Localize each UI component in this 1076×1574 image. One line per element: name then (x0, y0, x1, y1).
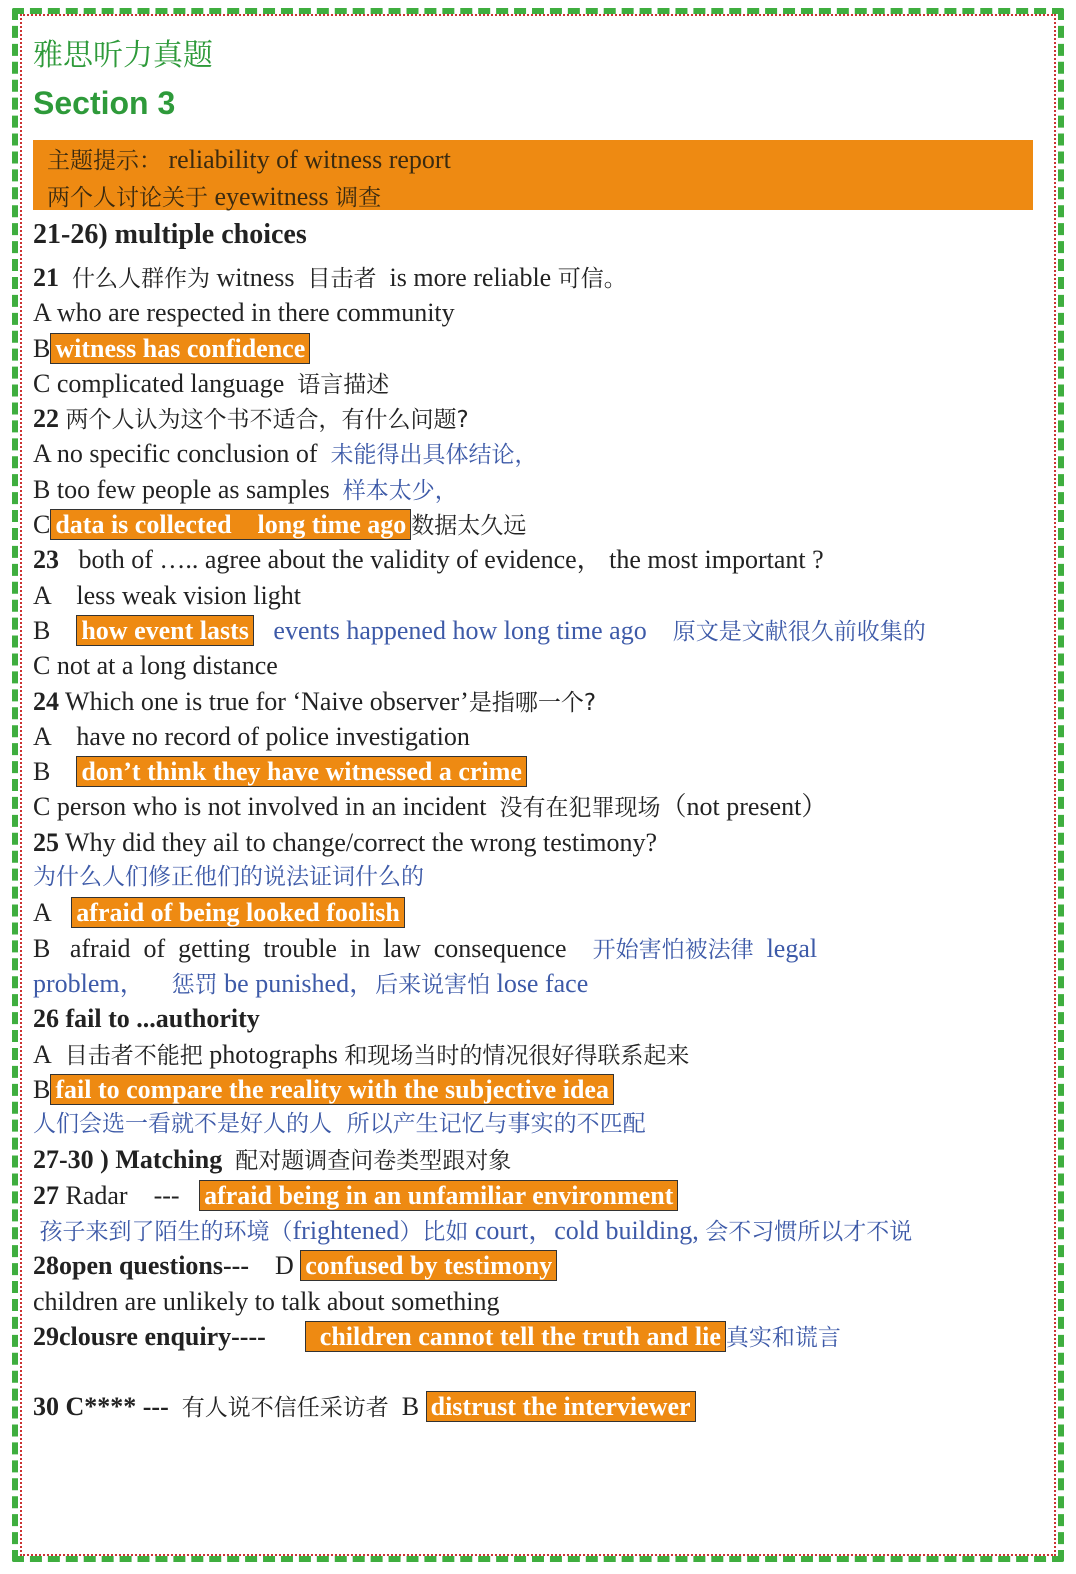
q22-b-cn: 样本太少， (342, 477, 458, 504)
q23-b-letter: B (33, 615, 51, 645)
q21-stem (33, 260, 1043, 295)
q25-b2-cn2: 后来说害怕 (375, 971, 491, 998)
part2-heading-cn: 配对题调查问卷类型跟对象 (235, 1148, 512, 1175)
q25-b-cn: 开始害怕被法律 (592, 936, 754, 963)
q22-cn: 两个人认为这个书不适合，有什么问题? (65, 407, 469, 434)
q25-a-letter: A (33, 898, 52, 928)
q22-option-c (33, 507, 1043, 542)
q24-c-cn: 没有在犯罪现场 (499, 795, 661, 822)
q22-c-cn: 数据太久远 (411, 513, 527, 540)
q25-b-en2: legal (766, 933, 818, 963)
q21-num: 21 (33, 263, 59, 292)
q23-option-c: C not at a long distance (33, 651, 278, 681)
document-body (33, 34, 1043, 1425)
q25-text: Why did they ail to change/correct the wrong testimony? (65, 827, 658, 857)
part2-heading-en: 27-30 ) Matching (33, 1145, 223, 1175)
q25-b2-en2: lose face (496, 968, 589, 998)
q21-cn-b: 目击者 (307, 266, 377, 292)
q30-answer-highlight: distrust the interviewer (426, 1391, 696, 1422)
q22-a-en: A no specific conclusion of (33, 439, 318, 469)
q27-note-cn1: 孩子来到了陌生的环境（ (39, 1219, 293, 1246)
q23-b-blue-en: events happened how long time ago (273, 615, 647, 645)
q23-answer-highlight: how event lasts (76, 615, 254, 646)
part1-heading: 21-26) multiple choices (33, 219, 307, 250)
q26-option-a (33, 1037, 1043, 1072)
q23-num: 23 (33, 545, 59, 575)
q26-answer-highlight: fail to compare the reality with the subjective idea (50, 1074, 614, 1105)
q26-a-cn1: 目击者不能把 (64, 1042, 203, 1069)
q25-option-a (33, 895, 1043, 930)
q27-row (33, 1178, 1043, 1213)
q22-c-letter: C (33, 510, 51, 540)
q30-row (33, 1389, 1043, 1424)
q25-answer-highlight: afraid of being looked foolish (71, 897, 405, 928)
q29-answer-highlight: children cannot tell the truth and lie (305, 1321, 726, 1352)
spacer (33, 1354, 1043, 1389)
q28-label: 28open questions--- (33, 1251, 249, 1281)
section-title: Section 3 (33, 85, 176, 121)
q22-option-b (33, 472, 1043, 507)
q22-option-a (33, 436, 1043, 471)
q29-cn: 真实和谎言 (725, 1324, 841, 1351)
q21-b-letter: B (33, 333, 51, 363)
q25-b-en: B afraid of getting trouble in law consequence (33, 933, 567, 963)
q21-c-en: C complicated language (33, 368, 285, 398)
q24-num: 24 (33, 686, 59, 716)
q24-en: Which one is true for ‘Naive observer’ (65, 686, 469, 716)
q24-option-c (33, 789, 1043, 824)
q25-num: 25 (33, 827, 59, 857)
q23-option-a: A less weak vision light (33, 580, 301, 610)
q23-stem (33, 542, 1043, 577)
topic-line1: reliability of witness report (168, 145, 451, 174)
q26-a-letter: A (33, 1039, 52, 1069)
q28-answer-highlight: confused by testimony (300, 1250, 557, 1281)
q21-cn-c: 可信。 (557, 266, 627, 292)
q29-row (33, 1319, 1043, 1354)
q22-b-en: B too few people as samples (33, 474, 330, 504)
topic-line2-en: eyewitness (214, 182, 329, 211)
q28-note: children are unlikely to talk about something (33, 1286, 500, 1316)
q21-en-b: is more reliable (389, 263, 552, 292)
q30-letter: B (401, 1392, 420, 1422)
q24-answer-highlight: don’t think they have witnessed a crime (76, 756, 527, 787)
q24-b-letter: B (33, 757, 51, 787)
q25-option-b-cont (33, 966, 1043, 1001)
q23-option-b (33, 613, 1043, 648)
q30-cn: 有人说不信任采访者 (181, 1395, 389, 1422)
q25-stem-cn: 为什么人们修正他们的说法证词什么的 (33, 864, 424, 891)
q25-b2-cn1: 惩罚 (171, 971, 218, 998)
q25-b2-en1: be punished， (224, 968, 376, 998)
q24-c-en: C person who is not involved in an incident (33, 792, 487, 822)
q26-stem: 26 fail to ...authority (33, 1004, 260, 1034)
q22-a-cn: 未能得出具体结论， (330, 442, 538, 469)
q23-b-blue-cn: 原文是文献很久前收集的 (672, 618, 926, 645)
q24-option-a: A have no record of police investigation (33, 721, 470, 751)
q27-note-cn2: ）比如 (399, 1219, 469, 1246)
topic-line2-cn-b: 调查 (335, 185, 382, 211)
q21-answer-highlight: witness has confidence (50, 333, 310, 364)
q26-a-en: photographs (209, 1039, 338, 1069)
q23-text: both of ….. agree about the validity of evidence， the most important ? (78, 545, 824, 575)
q24-cn: 是指哪一个? (468, 689, 597, 716)
q27-note (33, 1213, 1043, 1248)
q24-c-en2: （not present） (660, 792, 828, 822)
q22-answer-highlight: data is collected long time ago (50, 509, 411, 540)
q26-a-cn2: 和现场当时的情况很好得联系起来 (344, 1042, 690, 1069)
q24-stem (33, 684, 1043, 719)
topic-label: 主题提示： (47, 148, 162, 174)
q29-label: 29clousre enquiry---- (33, 1321, 266, 1351)
q25-stem (33, 825, 1043, 860)
q28-letter: D (274, 1251, 294, 1281)
q26-note: 人们会选一看就不是好人的人 所以产生记忆与事实的不匹配 (33, 1111, 646, 1138)
q25-option-b (33, 931, 1043, 966)
part2-heading (33, 1142, 1043, 1177)
topic-box (33, 140, 1033, 210)
topic-line2-cn-a: 两个人讨论关于 (47, 185, 208, 211)
q26-b-letter: B (33, 1074, 51, 1104)
q22-stem (33, 401, 1043, 436)
q22-num: 22 (33, 404, 59, 434)
q21-option-c (33, 366, 1043, 401)
q28-row (33, 1248, 1043, 1283)
page-title: 雅思听力真题 (33, 38, 213, 73)
q27-answer-highlight: afraid being in an unfamiliar environment (199, 1180, 678, 1211)
q21-c-cn: 语言描述 (297, 371, 390, 398)
q27-note-en2: court，cold building, (474, 1216, 699, 1246)
q21-cn-a: 什么人群作为 (72, 266, 210, 292)
q27-note-cn3: 会不习惯所以才不说 (705, 1219, 913, 1246)
q24-option-b (33, 754, 1043, 789)
q21-en-a: witness (216, 263, 295, 292)
q25-b2-a: problem， (33, 968, 146, 998)
q21-option-a: A who are respected in there community (33, 298, 455, 328)
q26-option-b (33, 1072, 1043, 1107)
q27-label: Radar --- (65, 1180, 180, 1210)
q27-note-en1: frightened (292, 1216, 400, 1246)
q27-num: 27 (33, 1180, 59, 1210)
q21-option-b (33, 331, 1043, 366)
q30-label: 30 C**** --- (33, 1392, 169, 1422)
